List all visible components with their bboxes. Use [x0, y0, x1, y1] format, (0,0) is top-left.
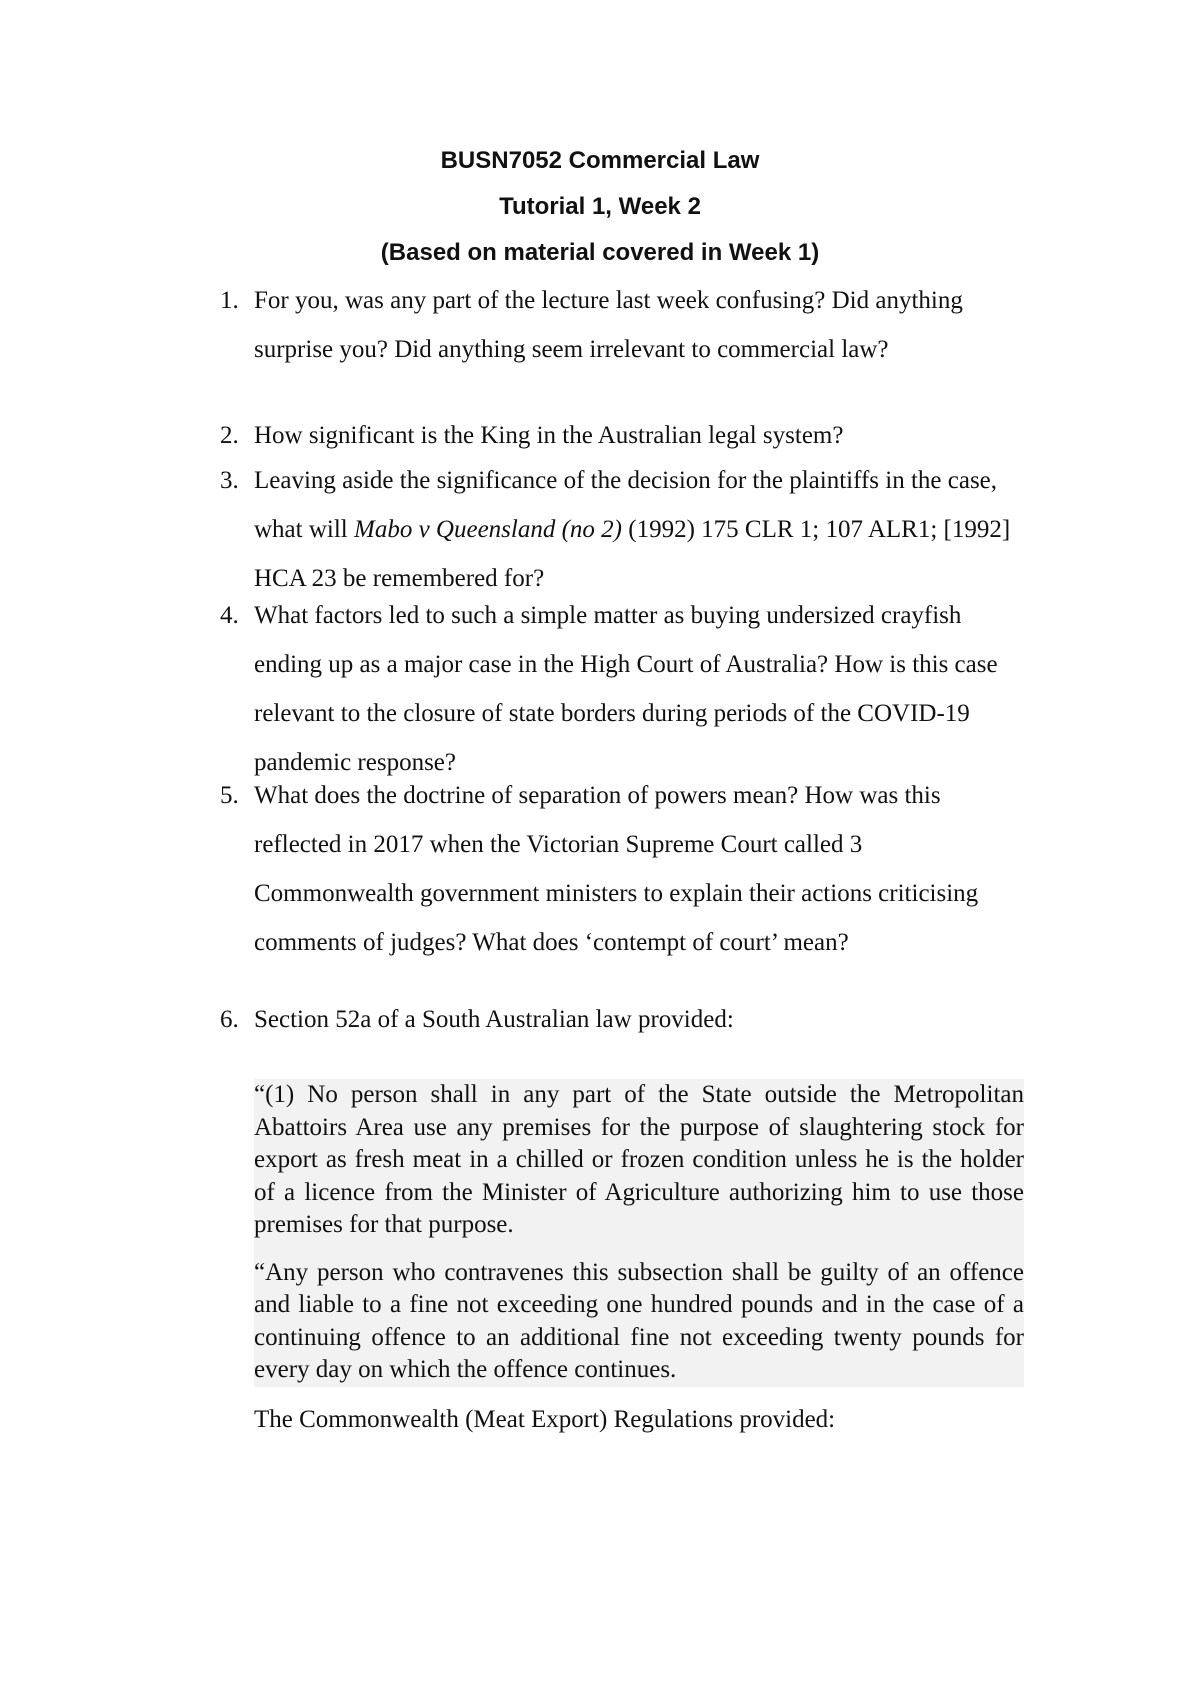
statute-paragraph-2: “Any person who contravenes this subsection shall be guilty of an offence and liable to a fine not exceeding one hundred pounds and in the case of a continuing offence to an additional fine not exceeding twenty pounds for every day on which the offence continues.	[254, 1258, 1024, 1383]
tutorial-basis: (Based on material covered in Week 1)	[380, 239, 820, 266]
case-citation-name: Mabo v Queensland (no 2)	[354, 516, 622, 543]
course-title: BUSN7052 Commercial Law	[440, 147, 760, 174]
question-text: How significant is the King in the Australian legal system?	[254, 422, 844, 449]
question-number: 1.	[220, 287, 239, 314]
question-number: 3.	[220, 467, 239, 494]
question-text: Section 52a of a South Australian law provided:	[254, 1006, 734, 1033]
question-text: What does the doctrine of separation of powers mean? How was this reflected in 2017 when the Victorian Supreme Court called 3 Commonwealth government ministers to explain their actions criticising comments of judges? What does ‘contempt of court’ mean?	[254, 782, 979, 956]
statute-quote	[254, 1079, 1024, 1387]
regulations-intro: The Commonwealth (Meat Export) Regulations provided:	[254, 1406, 836, 1433]
question-number: 4.	[220, 602, 239, 629]
question-text: For you, was any part of the lecture last week confusing? Did anything surprise you? Did anything seem irrelevant to commercial law?	[254, 287, 963, 363]
question-2	[220, 411, 1020, 460]
tutorial-title: Tutorial 1, Week 2	[499, 193, 701, 220]
question-text: What factors led to such a simple matter as buying undersized crayfish ending up as a major case in the High Court of Australia? How is this case relevant to the closure of state borders during periods of the COVID-19 pandemic response?	[254, 602, 998, 776]
question-4	[220, 591, 1020, 787]
question-number: 5.	[220, 782, 239, 809]
question-number: 2.	[220, 422, 239, 449]
question-number: 6.	[220, 1006, 239, 1033]
question-text	[254, 456, 1020, 603]
statute-paragraph-1: “(1) No person shall in any part of the State outside the Metropolitan Abattoirs Area use any premises for the purpose of slaughtering stock for export as fresh meat in a chilled or frozen condition unless he is the holder of a licence from the Minister of Agriculture authorizing him to use those premises for that purpose.	[254, 1081, 1024, 1238]
question-text-before: Leaving aside the significance of the decision for the plaintiffs in the case, what will	[254, 467, 998, 543]
question-3	[220, 456, 1020, 603]
question-1	[220, 276, 1020, 374]
question-text-after: (1992) 175 CLR 1; 107 ALR1; [1992] HCA 23 be remembered for?	[254, 516, 1011, 592]
question-5	[220, 771, 1020, 967]
question-6	[220, 995, 1020, 1044]
